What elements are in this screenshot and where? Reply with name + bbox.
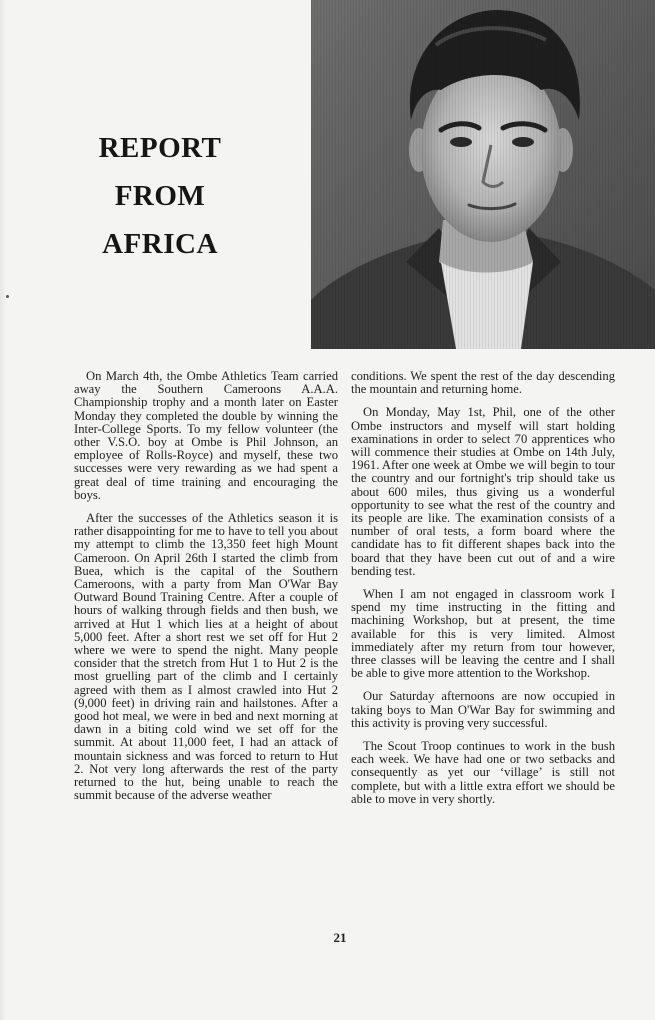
article-title — [60, 124, 260, 268]
left-column — [74, 370, 338, 813]
paragraph-swimming: Our Saturday afternoons are now occupied in taking boys to Man O'War Bay for swimming and this activity is proving very successful. — [351, 689, 615, 730]
paragraph-examinations: On Monday, May 1st, Phil, one of the other Ombe instructors and myself will start holding examinations in order to select 70 apprentices who will commence their studies at Ombe on 14th July, 1961. After one week at Ombe we will begin to tour the country and our fortnight's trip should take us about 600 miles, thus giving us a wonderful opportunity to see what the rest of the country and its people are like. The examination consists of a number of oral tests, a form board where the candidate has to fit different shapes back into the board that they have been cut out of and a wire bending test. — [351, 405, 615, 578]
right-column — [351, 370, 615, 816]
page-number: 21 — [333, 930, 347, 945]
title-line-3: AFRICA — [102, 228, 218, 260]
paragraph-continuation: conditions. We spent the rest of the day descending the mountain and returning home. — [351, 369, 615, 397]
paragraph-workshop: When I am not engaged in classroom work I spend my time instructing in the fitting and machining Workshop, but at present, the time available for this is very limited. Almost immediately after my return from tour however, three classes will be leaving the centre and I shall be able to give more attention to the Workshop. — [351, 587, 615, 681]
paragraph-mount-cameroon: After the successes of the Athletics season it is rather disappointing for me to have to tell you about my attempt to climb the 13,350 feet high Mount Cameroon. On April 26th I started the climb from Buea, which is the capital of the Southern Cameroons, with a party from Man O'War Bay Outward Bound Training Centre. After a couple of hours of walking through fields and then bush, we arrived at Hut 1 which lies at a height of about 5,000 feet. After a short rest we set off for Hut 2 where we were to spend the night. Many people consider that the stretch from Hut 1 to Hut 2 is the most gruelling part of the climb and I certainly agreed with them as I almost crawled into Hut 2 (9,000 feet) in driving rain and hailstones. After a good hot meal, we were in bed and next morning at dawn in a biting cold wind we set off for the summit. At about 11,000 feet, I had an attack of mountain sickness and was forced to return to Hut 2. Not very long afterwards the rest of the party returned to the hut, being unable to reach the summit because of the adverse weather — [74, 511, 338, 803]
title-line-1: REPORT — [98, 132, 222, 164]
portrait-photo — [311, 0, 655, 349]
title-line-2: FROM — [114, 180, 206, 212]
paragraph-athletics: On March 4th, the Ombe Athletics Team carried away the Southern Cameroons A.A.A. Championship trophy and a month later on Easter Monday they completed the double by winning the Inter-College Sports. To my fellow volunteer (the other V.S.O. boy at Ombe is Phil Johnson, an employee of Rolls-Royce) and myself, these two successes were very rewarding as we had spent a great deal of time training and encouraging the boys. — [74, 369, 338, 502]
page-edge — [0, 0, 6, 1020]
scan-speck — [6, 295, 9, 298]
portrait-illustration — [311, 0, 655, 349]
paragraph-scout-troop: The Scout Troop continues to work in the bush each week. We have had one or two setbacks and consequently as yet our ‘village’ is still not complete, but with a little extra effort we should be able to move in very shortly. — [351, 739, 615, 806]
